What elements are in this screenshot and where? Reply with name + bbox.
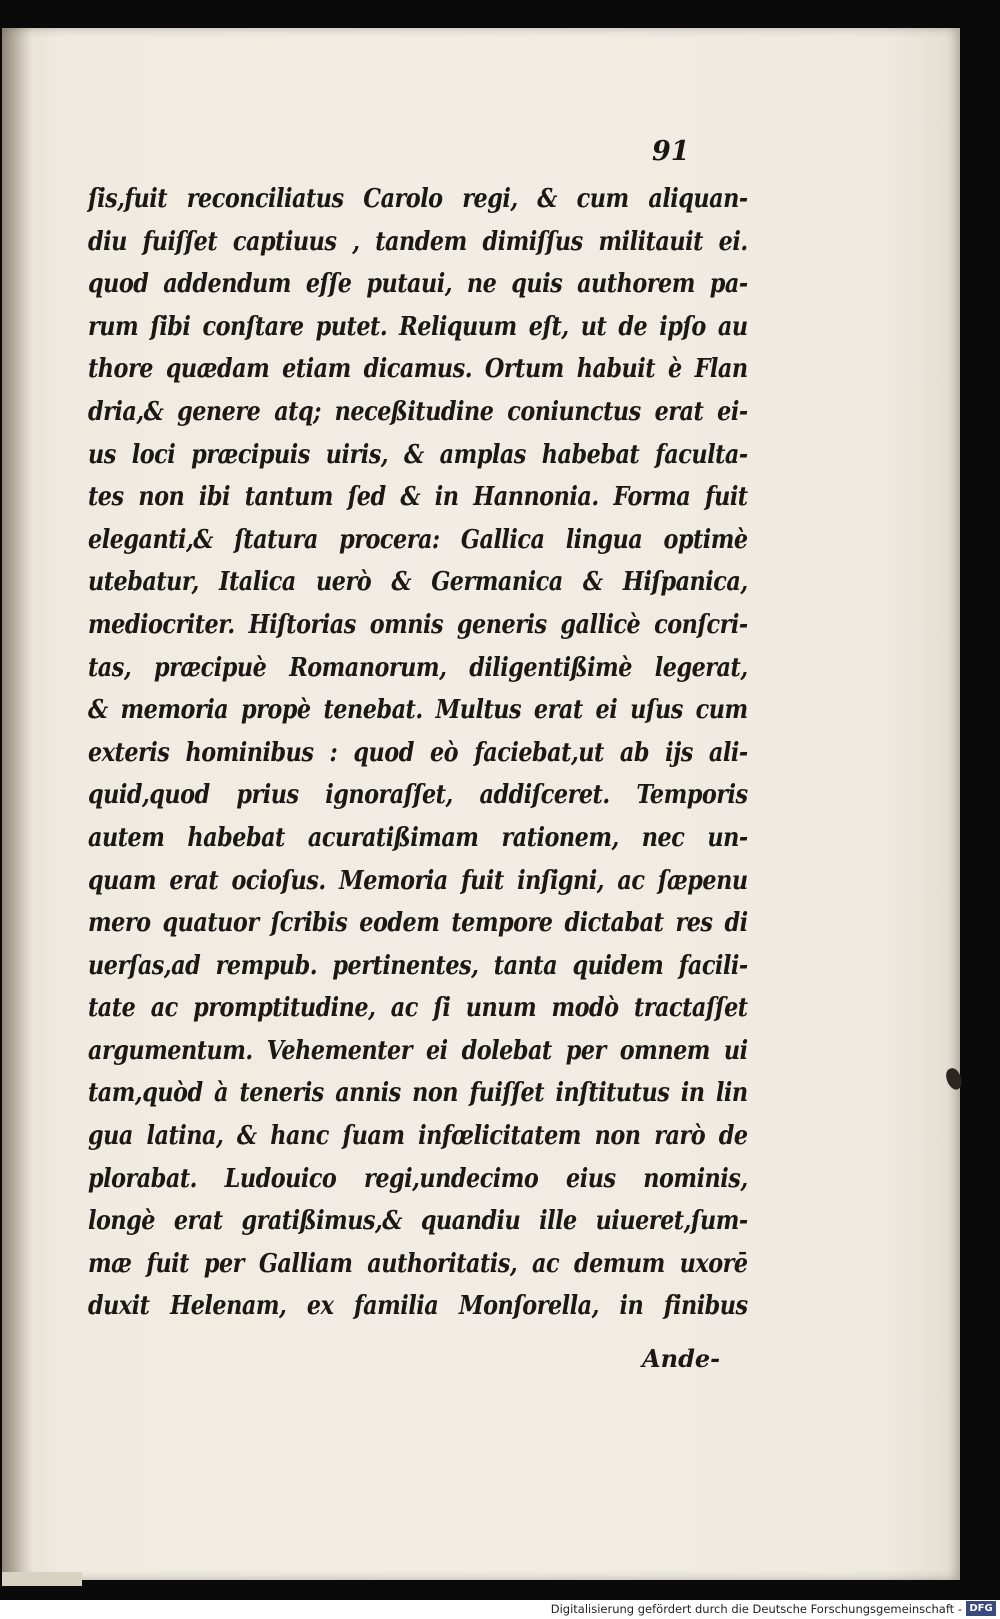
text-line: rum ſibi conſtare putet. Reliquum eſt, ut de ipſo au (88, 311, 748, 342)
text-line: argumentum. Vehementer ei dolebat per omnem ui (88, 1035, 748, 1066)
book-page (2, 28, 960, 1580)
page-number: 91 (652, 136, 690, 167)
text-line: quam erat ocioſus. Memoria fuit inſigni, ac ſæpenu (88, 865, 748, 896)
text-line: diu fuiſſet captiuus , tandem dimiſſus militauit ei. (88, 226, 748, 257)
text-line: mæ fuit per Galliam authoritatis, ac demum uxorē (88, 1248, 748, 1279)
text-line: dria,& genere atq; neceßitudine coniunctus erat ei- (88, 396, 748, 427)
text-line: quid,quod prius ignoraſſet, addiſceret. Temporis (88, 780, 748, 811)
page-bottom-edge (2, 1572, 82, 1586)
dfg-logo: DFG (966, 1601, 996, 1616)
text-line: us loci præcipuis uiris, & amplas habebat faculta- (88, 439, 748, 470)
text-line: & memoria propè tenebat. Multus erat ei uſus cum (88, 695, 748, 726)
text-line: tes non ibi tantum ſed & in Hannonia. Forma fuit (88, 482, 748, 513)
text-line: plorabat. Ludouico regi,undecimo eius nominis, (88, 1163, 748, 1194)
text-line: tam,quòd à teneris annis non fuiſſet inſtitutus in lin (88, 1078, 748, 1109)
text-block (88, 178, 748, 1328)
text-line: gua latina, & hanc ſuam infœlicitatem non rarò de (88, 1121, 748, 1152)
catchword: Ande- (642, 1344, 721, 1373)
text-line: mero quatuor ſcribis eodem tempore dictabat res di (88, 908, 748, 939)
text-line: tate ac promptitudine, ac ſi unum modò tractaſſet (88, 993, 748, 1024)
gutter-shadow (2, 28, 32, 1580)
text-line: utebatur, Italica uerò & Germanica & Hiſpanica, (88, 567, 748, 598)
funding-credit: Digitalisierung gefördert durch die Deutsche Forschungsgemeinschaft - (550, 1602, 962, 1616)
footer-bar (0, 1600, 1000, 1619)
text-line: quod addendum eſſe putaui, ne quis authorem pa- (88, 269, 748, 300)
text-line: tas, præcipuè Romanorum, diligentißimè legerat, (88, 652, 748, 683)
text-line: thore quædam etiam dicamus. Ortum habuit è Flan (88, 354, 748, 385)
text-line: eleganti,& ſtatura procera: Gallica lingua optimè (88, 524, 748, 555)
text-line: exteris hominibus : quod eò faciebat,ut ab ijs ali- (88, 737, 748, 768)
text-line: ſis,fuit reconciliatus Carolo regi, & cum aliquan- (88, 184, 748, 214)
text-line: duxit Helenam, ex familia Monſorella, in finibus (88, 1291, 748, 1322)
text-line: autem habebat acuratißimam rationem, nec un- (88, 822, 748, 853)
text-line: mediocriter. Hiſtorias omnis generis gallicè conſcri- (88, 609, 748, 640)
text-line: longè erat gratißimus,& quandiu ille uiueret,ſum- (88, 1206, 748, 1237)
text-line: uerſas,ad rempub. pertinentes, tanta quidem facili- (88, 950, 748, 981)
